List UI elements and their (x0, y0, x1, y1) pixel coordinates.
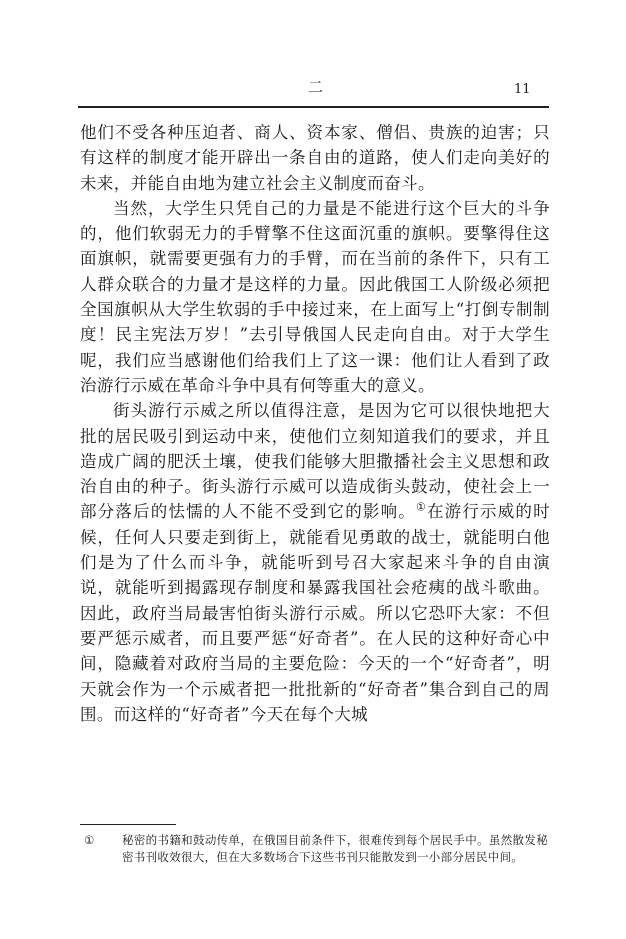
header-divider (78, 106, 549, 108)
paragraph-2: 当然，大学生只凭自己的力量是不能进行这个巨大的斗争的，他们软弱无力的手臂擎不住这面沉重的旗帜。要擎得住这面旗帜，就需要更强有力的手臂，而在当前的条件下，只有工人群众联合的力量才是这样的力量。因此俄国工人阶级必须把全国旗帜从大学生软弱的手中接过来，在上面写上“打倒专制制度！民主宪法万岁！”去引导俄国人民走向自由。对于大学生呢，我们应当感谢他们给我们上了这一课：他们让人看到了政治游行示威在革命斗争中具有何等重大的意义。 (80, 198, 550, 395)
footnote-divider (80, 824, 176, 825)
paragraph-3-part-1: 街头游行示威之所以值得注意，是因为它可以很快地把大批的居民吸引到运动中来，使他们立刻知道我们的要求，并且造成广阔的肥沃土壤，使我们能够大胆撒播社会主义思想和政治自由的种子。街头游行示威可以造成街头鼓动，使社会上一部分落后的怯懦的人不能不受到它的影响。 (80, 401, 550, 522)
page-number: 11 (514, 82, 531, 97)
footnote (84, 832, 548, 866)
body-text (80, 120, 550, 727)
footnote-marker: ① (84, 833, 95, 847)
paragraph-3 (80, 398, 550, 727)
chapter-number: 二 (308, 78, 324, 96)
footnote-text: 秘密的书籍和鼓动传单，在俄国目前条件下，很难传到每个居民手中。虽然散发秘密书刊收效很大，但在大多数场合下这些书刊只能散发到一小部分居民中间。 (122, 833, 548, 864)
footnote-reference[interactable]: ① (415, 500, 427, 514)
paragraph-3-part-2: 在游行示威的时候，任何人只要走到街上，就能看见勇敢的战士，就能明白他们是为了什么而斗争，就能听到号召大家起来斗争的自由演说，就能听到揭露现存制度和暴露我国社会疮痍的战斗歌曲。因此，政府当局最害怕街头游行示威。所以它恐吓大家：不但要严惩示威者，而且要严惩“好奇者”。在人民的这种好奇心中间，隐藏着对政府当局的主要危险：今天的一个“好奇者”，明天就会作为一个示威者把一批批新的“好奇者”集合到自己的周围。而这样的“好奇者”今天在每个大城 (80, 502, 550, 724)
paragraph-1: 他们不受各种压迫者、商人、资本家、僧侣、贵族的迫害；只有这样的制度才能开辟出一条自由的道路，使人们走向美好的未来，并能自由地为建立社会主义制度而奋斗。 (80, 123, 550, 193)
